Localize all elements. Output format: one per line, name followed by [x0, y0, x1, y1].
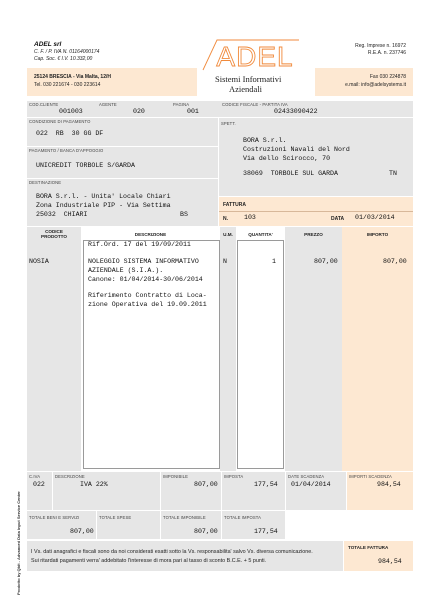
destination-box: [27, 179, 218, 226]
vat-code-label: C.IVA: [29, 474, 41, 479]
bank-value: UNICREDIT TORBOLE S/GARDA: [36, 162, 135, 169]
vat-tax-value: 177,54: [254, 481, 278, 488]
pagina-value: 001: [187, 108, 199, 115]
due-amount-label: IMPORTI SCADENZA: [349, 474, 392, 479]
row-amount: 807,00: [383, 258, 407, 265]
header: [27, 38, 413, 100]
bank-label: PAGAMENTO / BANCA D'APPOGGIO: [29, 148, 104, 153]
customer-bar: [27, 101, 413, 117]
destination-line-2: Zona Industriale PIP - Via Settima: [36, 202, 171, 209]
contract-note-2: zione Operativa del 19.09.2011: [88, 301, 207, 308]
destination-line-3: 25032 CHIARI: [36, 211, 88, 218]
company-block: [27, 38, 197, 66]
cod-cliente-label: COD.CLIENTE: [29, 102, 59, 107]
vat-summary: [27, 472, 413, 510]
due-date-label: DATE SCADENZA: [288, 474, 325, 479]
invoice-number-label: N.: [223, 216, 228, 222]
invoice-number: 103: [244, 214, 256, 221]
invoice-title: FATTURA: [223, 202, 246, 208]
reg-line-2: R.E.A. n. 237746: [367, 50, 406, 56]
total-tax-value: 177,54: [254, 528, 278, 535]
header-code: CODICE PRODOTTO: [41, 229, 67, 240]
due-date-value: 01/04/2014: [291, 481, 331, 488]
bank-box: [27, 147, 218, 178]
total-taxable-value: 807,00: [194, 528, 218, 535]
invoice-total-box: [344, 541, 413, 571]
row-price: 807,00: [314, 258, 338, 265]
order-reference: Rif.Ord. 17 del 19/09/2011: [88, 241, 191, 248]
side-note: Prodotto by Qbit - Advanced Data Input Service Center: [16, 491, 21, 595]
contract-note-1: Riferimento Contratto di Loca-: [88, 292, 207, 299]
recipient-box: [219, 118, 413, 196]
invoice-date-label: DATA: [331, 216, 345, 222]
recipient-province: TN: [389, 170, 397, 177]
cf-value: 02433090422: [274, 108, 318, 115]
company-address-block: [27, 68, 197, 96]
total-expenses-label: TOTALE SPESE: [99, 515, 132, 520]
invoice-total-label: TOTALE FATTURA: [348, 545, 389, 550]
total-goods-label: TOTALE BENI E SERVIZI: [29, 515, 80, 520]
row-description-3: Canone: 01/04/2014-30/06/2014: [88, 276, 203, 283]
adel-logo-icon: [201, 38, 311, 72]
header-amount: IMPORTO: [366, 232, 389, 237]
payment-condition-box: [27, 118, 218, 146]
company-name: ADEL srl: [34, 41, 62, 48]
vat-desc-label: DESCRIZIONE: [55, 474, 85, 479]
invoice-total-value: 984,54: [378, 558, 402, 565]
logo-text: ADEL: [216, 41, 294, 72]
recipient-line-3: Via dello Scirocco, 70: [243, 155, 331, 162]
qty-cell-frame: [237, 240, 284, 469]
registry-block: [315, 38, 413, 66]
contact-block: [315, 68, 413, 96]
row-code: NOSIA: [29, 258, 49, 265]
total-tax-label: TOTALE IMPOSTA: [224, 515, 261, 520]
due-amount-value: 984,54: [377, 481, 401, 488]
agente-value: 020: [133, 108, 145, 115]
row-um: N: [223, 258, 227, 265]
agente-label: AGENTE: [99, 102, 117, 107]
footer-note-2: Sui ritardati pagamenti verra' addebitato l'interesse di mora pari al tasso di sconto B.C.E. + 5 punti.: [31, 558, 267, 564]
recipient-line-2: Costruzioni Navali del Nord: [243, 146, 350, 153]
email-line: e.mail: info@adelsystems.it: [345, 82, 406, 88]
footer-notes: [27, 541, 343, 571]
pagina-label: PAGINA: [173, 102, 190, 107]
total-taxable-label: TOTALE IMPONIBILE: [163, 515, 206, 520]
vat-desc-value: IVA 22%: [80, 481, 108, 488]
invoice-box: [219, 197, 413, 226]
vat-line: C. F. / P. IVA N. 01164000174: [34, 49, 100, 55]
row-qty: 1: [272, 258, 276, 265]
recipient-line-1: BORA S.r.l.: [243, 137, 287, 144]
phone-line: Tel. 030 221674 - 030 223614: [34, 82, 101, 88]
header-description: DESCRIZIONE: [134, 232, 167, 237]
logo: [201, 38, 311, 98]
vat-taxable-value: 807,00: [194, 481, 218, 488]
header-um: U.M.: [223, 232, 233, 237]
totals-row: [27, 511, 413, 539]
invoice-divider: [219, 211, 413, 212]
reg-line-1: Reg. Imprese n. 16972: [355, 43, 406, 49]
vat-code-value: 022: [33, 481, 45, 488]
total-goods-value: 807,00: [70, 528, 94, 535]
capital-line: Cap. Soc. € I.V. 10.332,00: [34, 56, 93, 62]
tagline-1: Sistemi Informativi: [215, 74, 282, 84]
row-description-1: NOLEGGIO SISTEMA INFORMATIVO: [88, 258, 199, 265]
cod-cliente-value: 001003: [59, 108, 83, 115]
invoice-date: 01/03/2014: [355, 214, 395, 221]
header-qty: QUANTITA': [248, 232, 273, 237]
destination-line-1: BORA S.r.l. - Unita' Locale Chiari: [36, 193, 171, 200]
destination-province: BS: [180, 211, 188, 218]
recipient-city: 38069 TORBOLE SUL GARDA: [243, 170, 338, 177]
fax-line: Fax 030 224878: [369, 74, 406, 80]
cf-label: CODICE FISCALE - PARTITA IVA: [222, 102, 288, 107]
description-cell-frame: [83, 240, 220, 469]
items-table: [27, 227, 413, 471]
payment-condition-label: CONDIZIONE DI PAGAMENTO: [29, 119, 91, 124]
header-price: PREZZO: [304, 232, 323, 237]
tagline-2: Aziendali: [229, 84, 263, 94]
recipient-label: SPETT.: [221, 121, 236, 126]
destination-label: DESTINAZIONE: [29, 180, 62, 185]
footer-note-1: I Vs. dati anagrafici e fiscali sono da noi considerati esatti sotto la Vs. responsabilita' salvo Vs. diversa comunicazione.: [31, 549, 313, 555]
payment-condition-value: 022 RB 30 GG DF: [36, 130, 104, 137]
row-description-2: AZIENDALE (S.I.A.).: [88, 267, 164, 274]
address-line: 25124 BRESCIA - Via Malta, 12/H: [34, 74, 111, 80]
vat-taxable-label: IMPONIBILE: [163, 474, 188, 479]
vat-tax-label: IMPOSTA: [224, 474, 244, 479]
